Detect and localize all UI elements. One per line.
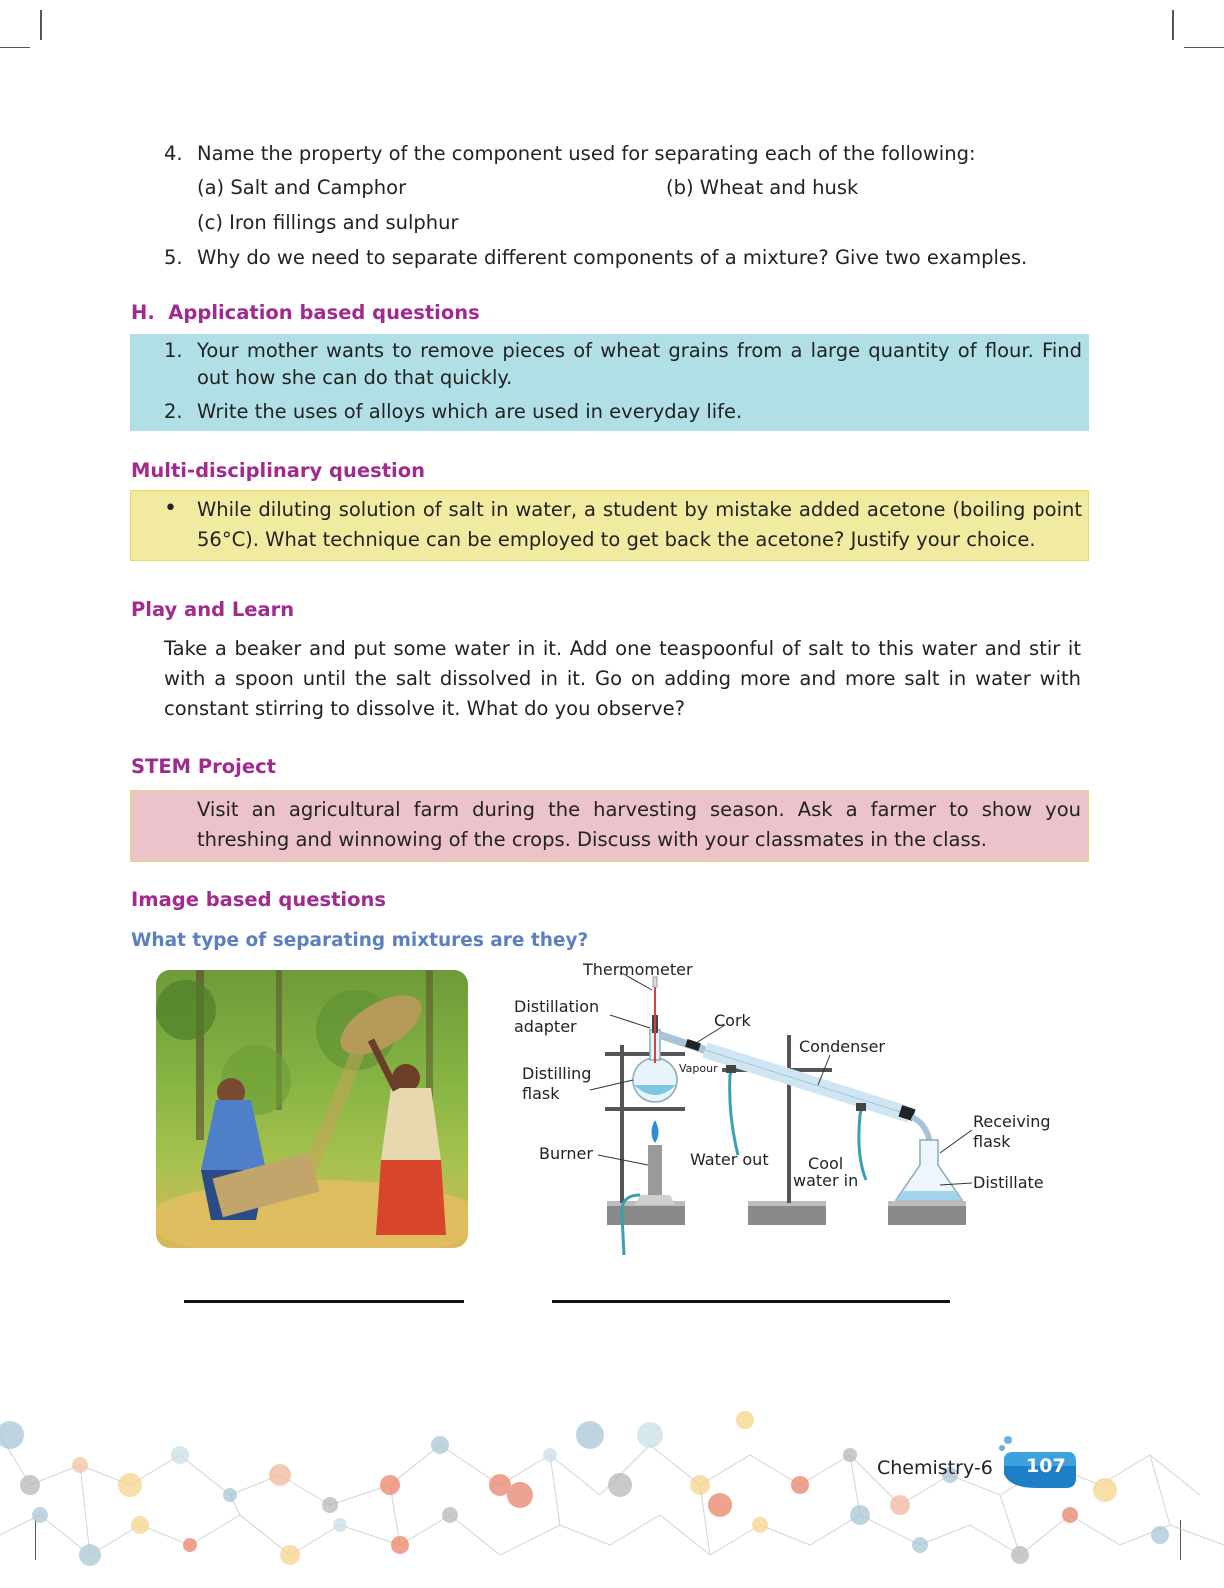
label-vapour: Vapour [679, 1062, 718, 1075]
question-text: Write the uses of alloys which are used in everyday life. [197, 400, 743, 423]
multi-title: Multi-disciplinary question [131, 459, 426, 482]
section-h-title: H. Application based questions [131, 301, 480, 324]
crop-mark [1172, 10, 1174, 40]
winnowing-illustration [156, 970, 468, 1248]
label-distillate: Distillate [973, 1173, 1044, 1192]
label-cork: Cork [714, 1011, 751, 1030]
question-5 [164, 244, 1064, 272]
label-line: Cool [808, 1154, 844, 1173]
play-text: Take a beaker and put some water in it. Add one teaspoonful of salt to this water and stir it with a spoon until the salt dissolved in it. Go on adding more and more salt in water with constant stirring to dissolve it. What do you observe? [164, 637, 1081, 720]
stem-text: Visit an agricultural farm during the harvesting season. Ask a farmer to show you threshing and winnowing of the crops. Discuss with your classmates in the class. [197, 798, 1081, 851]
page-number-badge [996, 1434, 1078, 1494]
multi-question [164, 495, 1082, 555]
label-line: Receiving [973, 1112, 1051, 1131]
answer-line-2[interactable] [552, 1300, 950, 1303]
label-line: flask [522, 1084, 560, 1103]
label-cool-water [793, 1155, 858, 1189]
question-text: While diluting solution of salt in water, a student by mistake added acetone (boiling point 56°C). What technique can be employed to get back the acetone? Justify your choice. [197, 498, 1082, 551]
label-water-out: Water out [690, 1150, 769, 1169]
answer-line-1[interactable] [184, 1300, 464, 1303]
book-title: Chemistry-6 [877, 1457, 993, 1479]
option-b: (b) Wheat and husk [666, 176, 859, 199]
image-title: Image based questions [131, 888, 386, 911]
question-4 [164, 140, 1064, 168]
question-text: Name the property of the component used for separating each of the following: [197, 142, 976, 165]
crop-mark [40, 10, 42, 40]
label-line: Distilling [522, 1064, 592, 1083]
bullet: • [164, 496, 177, 521]
label-receiving-flask [973, 1112, 1051, 1152]
stem-title: STEM Project [131, 755, 276, 778]
distillation-diagram [500, 955, 1060, 1265]
label-line: adapter [514, 1017, 577, 1036]
label-condenser: Condenser [799, 1037, 885, 1056]
label-line: water in [793, 1171, 859, 1190]
page-number: 107 [1026, 1455, 1066, 1477]
question-number: 1. [164, 339, 183, 362]
question-number: 5. [164, 246, 183, 269]
image-subtitle: What type of separating mixtures are they? [131, 930, 589, 951]
crop-mark [0, 47, 30, 48]
crop-mark [1184, 47, 1224, 48]
question-text: Why do we need to separate different components of a mixture? Give two examples. [197, 246, 1028, 269]
label-line: flask [973, 1132, 1011, 1151]
question-text: Your mother wants to remove pieces of wheat grains from a large quantity of flour. Find out how she can do that quickly. [197, 339, 1082, 389]
label-distillation-adapter [514, 997, 599, 1037]
play-title: Play and Learn [131, 598, 295, 621]
label-thermometer: Thermometer [583, 960, 693, 979]
application-question-2 [164, 398, 1082, 426]
option-a: (a) Salt and Camphor [197, 176, 407, 199]
label-distilling-flask [522, 1064, 591, 1104]
question-number: 2. [164, 400, 183, 423]
label-burner: Burner [539, 1144, 593, 1163]
label-line: Distillation [514, 997, 600, 1016]
application-question-1 [164, 337, 1082, 391]
winnowing-photo [156, 970, 468, 1248]
option-c: (c) Iron fillings and sulphur [197, 211, 459, 234]
question-number: 4. [164, 142, 183, 165]
